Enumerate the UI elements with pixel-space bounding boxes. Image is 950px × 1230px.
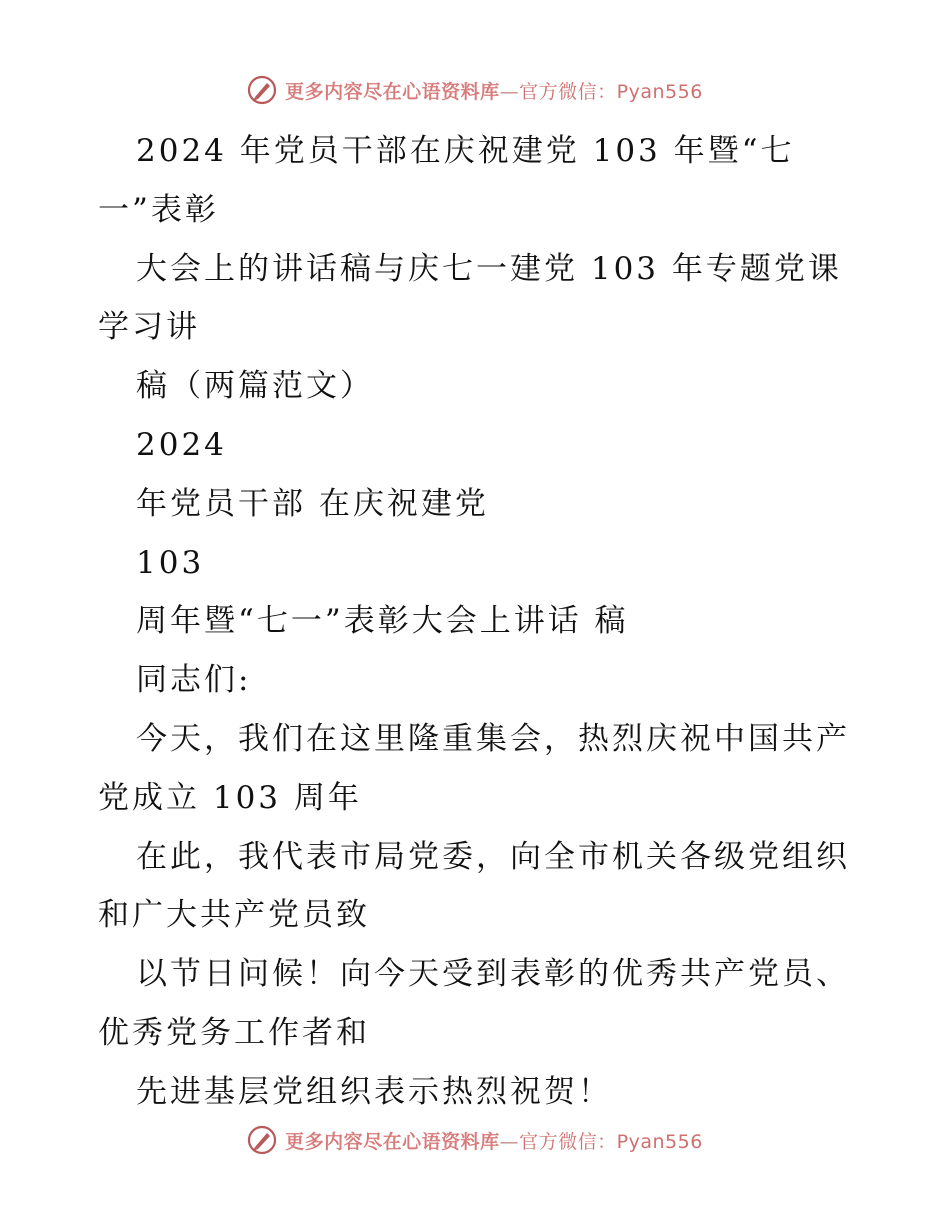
text-line: 稿（两篇范文） [136,368,374,405]
watermark-site-name: 更多内容尽在心语资料库 [285,1130,500,1153]
footer-watermark [0,1122,950,1158]
watermark-text [285,77,703,104]
text-line: 2024 年党员干部在庆祝建党 103 年暨“七 [136,133,795,169]
text-line: 在此，我代表市局党委，向全市机关各级党组织 [136,838,850,875]
text-line: 今天，我们在这里隆重集会，热烈庆祝中国共产 [136,720,850,757]
text-line: 党成立 103 周年 [98,779,362,816]
text-line: 103 [136,544,205,581]
text-line: 学习讲 [98,309,200,346]
watermark-site-name: 更多内容尽在心语资料库 [285,80,500,103]
text-line: 同志们: [136,662,252,699]
document-body [98,122,858,1122]
watermark-wechat: 官方微信：Pyan556 [519,80,703,103]
watermark-separator: — [499,1130,520,1153]
quill-pen-seal-icon [247,75,277,105]
header-watermark [0,72,950,108]
text-line: 以节日问候！向今天受到表彰的优秀共产党员、 [136,956,850,993]
text-line: 优秀党务工作者和 [98,1014,370,1051]
text-line: 周年暨“七一”表彰大会上讲话 稿 [136,603,629,640]
quill-pen-seal-icon [247,1125,277,1155]
watermark-wechat: 官方微信：Pyan556 [519,1130,703,1153]
watermark-separator: — [499,80,520,103]
text-line: 先进基层党组织表示热烈祝贺！ [136,1073,612,1110]
watermark-text [285,1127,703,1154]
text-line: 和广大共产党员致 [98,897,370,934]
text-line: 大会上的讲话稿与庆七一建党 103 年专题党课 [136,250,842,287]
text-line: 一”表彰 [98,191,219,228]
text-line: 2024 [136,426,227,463]
text-line: 年党员干部 在庆祝建党 [136,485,489,522]
